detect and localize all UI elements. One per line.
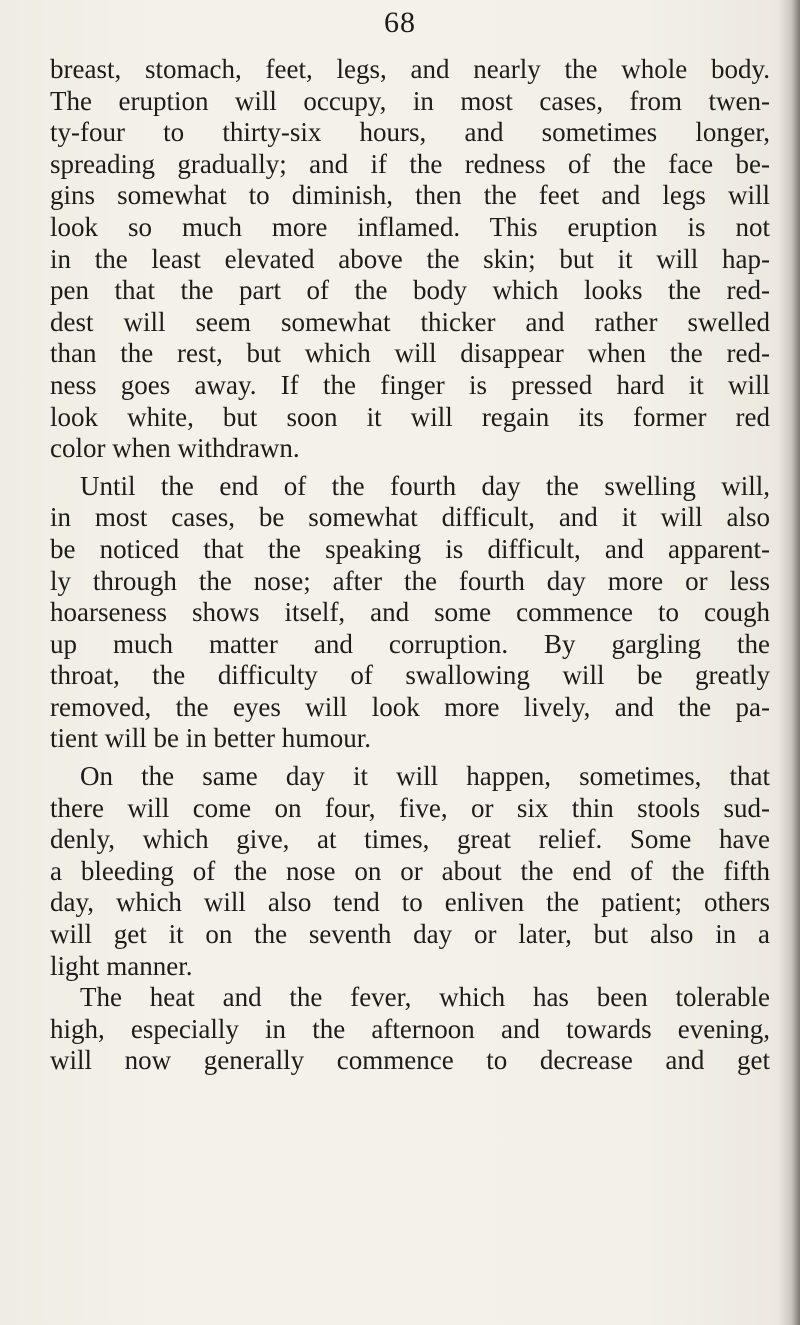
text-line: throat, the difficulty of swallowing will be greatly [50,660,770,691]
text-line: will get it on the seventh day or later, but also in a [50,919,770,950]
paragraph-3 [50,761,770,982]
text-line: Until the end of the fourth day the swelling will, [80,470,770,501]
text-line: up much matter and corruption. By gargling the [50,628,770,659]
paragraph-1 [50,54,770,465]
text-line: than the rest, but which will disappear when the red- [50,338,770,369]
text-line: The heat and the fever, which has been tolerable [80,982,770,1013]
text-line: a bleeding of the nose on or about the end of the fifth [50,855,770,886]
body-text [50,54,770,1077]
text-line: look so much more inflamed. This eruption is not [50,211,770,242]
text-line: denly, which give, at times, great relief. Some have [50,824,770,855]
text-line: ty-four to thirty-six hours, and sometimes longer, [50,117,770,148]
text-line: tient will be in better humour. [50,723,371,754]
text-line: pen that the part of the body which looks the red- [50,275,770,306]
text-line: gins somewhat to diminish, then the feet and legs will [50,180,770,211]
text-line: in most cases, be somewhat difficult, and it will also [50,502,770,533]
text-line: spreading gradually; and if the redness of the face be- [50,148,770,179]
text-line: dest will seem somewhat thicker and rather swelled [50,306,770,337]
paragraph-2 [50,471,770,755]
text-line: day, which will also tend to enliven the patient; others [50,887,770,918]
text-line: hoarseness shows itself, and some commence to cough [50,597,770,628]
text-line: The eruption will occupy, in most cases, from twen- [50,85,770,116]
text-line: removed, the eyes will look more lively, and the pa- [50,691,770,722]
text-line: breast, stomach, feet, legs, and nearly the whole body. [50,54,770,84]
page-edge-shadow [778,0,800,1325]
text-line: On the same day it will happen, sometimes, that [80,761,770,792]
text-line: look white, but soon it will regain its former red [50,401,770,432]
text-line: there will come on four, five, or six thin stools sud- [50,792,770,823]
text-line: be noticed that the speaking is difficult, and apparent- [50,533,770,564]
page-number: 68 [384,6,416,39]
text-line: high, especially in the afternoon and towards evening, [50,1013,770,1044]
text-line: color when withdrawn. [50,433,300,464]
paragraph-4 [50,982,770,1077]
text-line: ness goes away. If the finger is pressed hard it will [50,369,770,400]
text-line: in the least elevated above the skin; but it will hap- [50,243,770,274]
text-line: will now generally commence to decrease and get [50,1045,770,1076]
text-line: light manner. [50,950,193,981]
text-line: ly through the nose; after the fourth day more or less [50,565,770,596]
